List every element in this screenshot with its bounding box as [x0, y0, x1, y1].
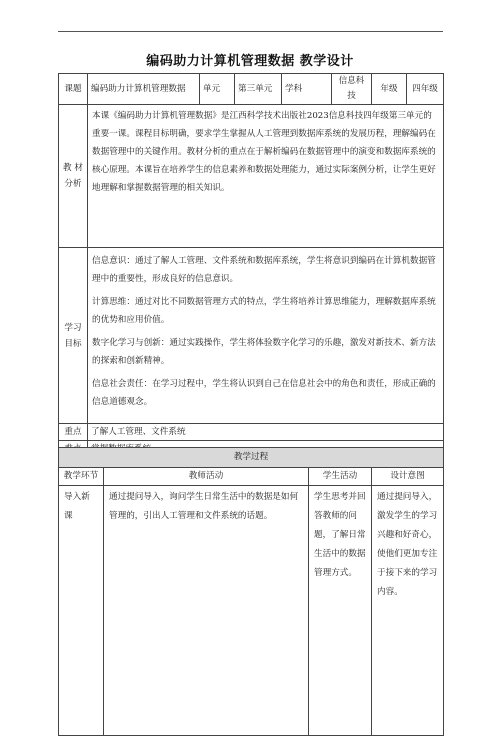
page-title: 编码助力计算机管理数据 教学设计 — [146, 54, 354, 69]
grade-label: 年级 — [372, 74, 407, 105]
grade-value: 四年级 — [407, 74, 444, 105]
key-point-label: 重点 — [59, 424, 88, 441]
course-value: 编码助力计算机管理数据 — [88, 74, 200, 105]
objectives-list — [88, 248, 444, 424]
key-point-row — [59, 424, 444, 441]
info-row — [59, 74, 444, 105]
subject-label: 学科 — [282, 74, 332, 105]
col-stage: 教学环节 — [59, 468, 104, 486]
header-rule — [58, 31, 443, 32]
col-intent: 设计意图 — [372, 468, 444, 486]
lesson-info-table — [58, 73, 444, 458]
objectives-row — [59, 248, 444, 424]
course-label: 课题 — [59, 74, 88, 105]
objectives-label: 学习 目标 — [59, 248, 88, 424]
objective-computational-thinking: 计算思维：通过对比不同数据管理方式的特点，学生将培养计算思维能力，理解数据库系统的优势和应用价值。 — [92, 297, 436, 325]
table-row — [59, 486, 444, 736]
analysis-row — [59, 105, 444, 248]
col-student: 学生活动 — [309, 468, 372, 486]
key-point-text: 了解人工管理、文件系统 — [88, 424, 444, 441]
analysis-text: 本课《编码助力计算机管理数据》是江西科学技术出版社2023信息科技四年级第三单元的重要一课。课程目标明确，要求学生掌握从人工管理到数据库系统的发展历程，理解编码在数据管理中的关键作用。教材分析的重点在于解析编码在数据管理中的演变和数据库系统的核心原理。本课旨在培养学生的信息素养和数据处理能力，通过实际案例分析，让学生更好地理解和掌握数据管理的相关知识。 — [88, 105, 444, 248]
objective-social-responsibility: 信息社会责任：在学习过程中，学生将认识到自己在信息社会中的角色和责任，形成正确的信息道德观念。 — [92, 379, 436, 407]
stage-cell: 导入新课 — [59, 486, 104, 736]
student-activity-cell: 学生思考并回答教师的问题，了解日常生活中的数据管理方式。 — [309, 486, 372, 736]
process-columns-row — [59, 468, 444, 486]
design-intent-cell: 通过提问导入，激发学生的学习兴趣和好奇心，使他们更加专注于接下来的学习内容。 — [372, 486, 444, 736]
analysis-label: 教 材 分析 — [59, 105, 88, 248]
teacher-activity-cell: 通过提问导入，询问学生日常生活中的数据是如何管理的，引出人工管理和文件系统的话题。 — [104, 486, 309, 736]
process-table — [58, 447, 444, 736]
process-header: 教学过程 — [59, 448, 444, 468]
objective-digital-learning: 数字化学习与创新：通过实践操作，学生将体验数字化学习的乐趣，激发对新技术、新方法的探索和创新精神。 — [92, 338, 436, 366]
objective-info-awareness: 信息意识：通过了解人工管理、文件系统和数据库系统，学生将意识到编码在计算机数据管理中的重要性，形成良好的信息意识。 — [92, 256, 436, 284]
process-header-row — [59, 448, 444, 468]
unit-value: 第三单元 — [235, 74, 282, 105]
col-teacher: 教师活动 — [104, 468, 309, 486]
unit-label: 单元 — [200, 74, 235, 105]
subject-value: 信息科技 — [332, 74, 372, 105]
